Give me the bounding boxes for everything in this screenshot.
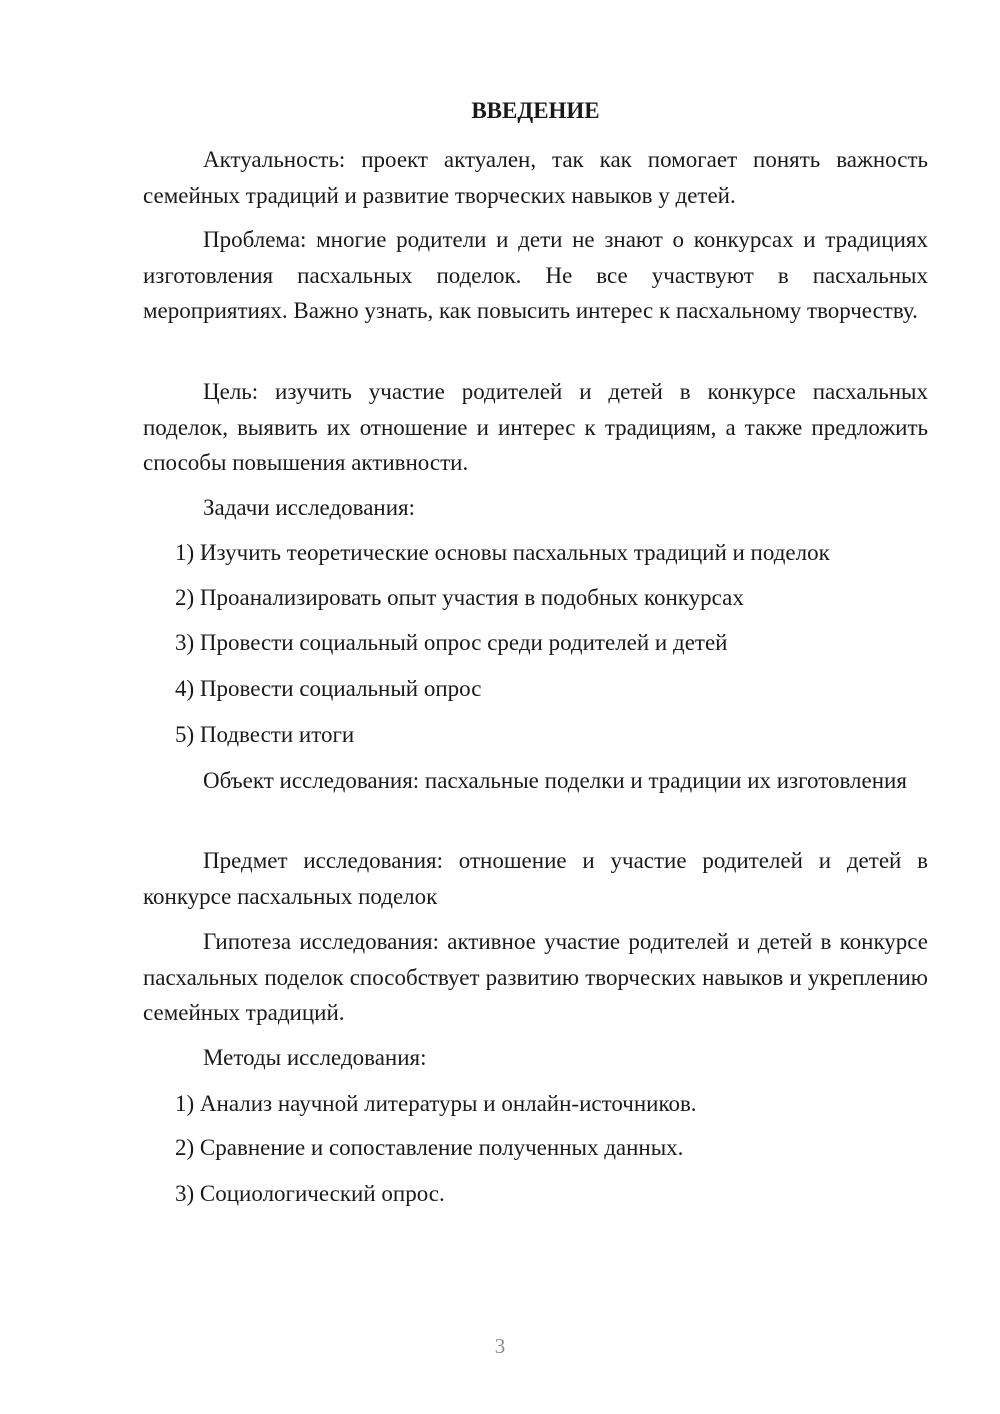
task-item: 2) Проанализировать опыт участия в подобных конкурсах [175,585,744,610]
methods-title: Методы исследования: [203,1045,427,1070]
goal-paragraph: Цель: изучить участие родителей и детей в конкурсе пасхальных поделок, выявить их отношение и интерес к традициям, а также предложить способы повышения активности. [143,379,928,475]
relevance-paragraph: Актуальность: проект актуален, так как помогает понять важность семейных традиций и развитие творческих навыков у детей. [143,147,928,208]
method-item: 3) Социологический опрос. [175,1181,445,1206]
object-paragraph: Объект исследования: пасхальные поделки и традиции их изготовления [203,768,907,793]
method-item: 1) Анализ научной литературы и онлайн-источников. [175,1091,697,1116]
method-item: 2) Сравнение и сопоставление полученных данных. [175,1135,684,1160]
hypothesis-paragraph: Гипотеза исследования: активное участие родителей и детей в конкурсе пасхальных поделок способствует развитию творческих навыков и укреплению семейных традиций. [143,929,928,1025]
task-item: 3) Провести социальный опрос среди родителей и детей [175,630,728,655]
tasks-title: Задачи исследования: [203,495,416,520]
page-number: 3 [494,1334,506,1358]
task-item: 1) Изучить теоретические основы пасхальных традиций и поделок [175,540,830,565]
subject-paragraph: Предмет исследования: отношение и участие родителей и детей в конкурсе пасхальных поделок [143,848,928,909]
task-item: 5) Подвести итоги [175,722,355,747]
task-item: 4) Провести социальный опрос [175,676,482,701]
section-heading: ВВЕДЕНИЕ [471,98,600,123]
problem-paragraph: Проблема: многие родители и дети не знают о конкурсах и традициях изготовления пасхальных поделок. Не все участвуют в пасхальных мероприятиях. Важно узнать, как повысить интерес к пасхальному творчеству. [143,227,928,323]
